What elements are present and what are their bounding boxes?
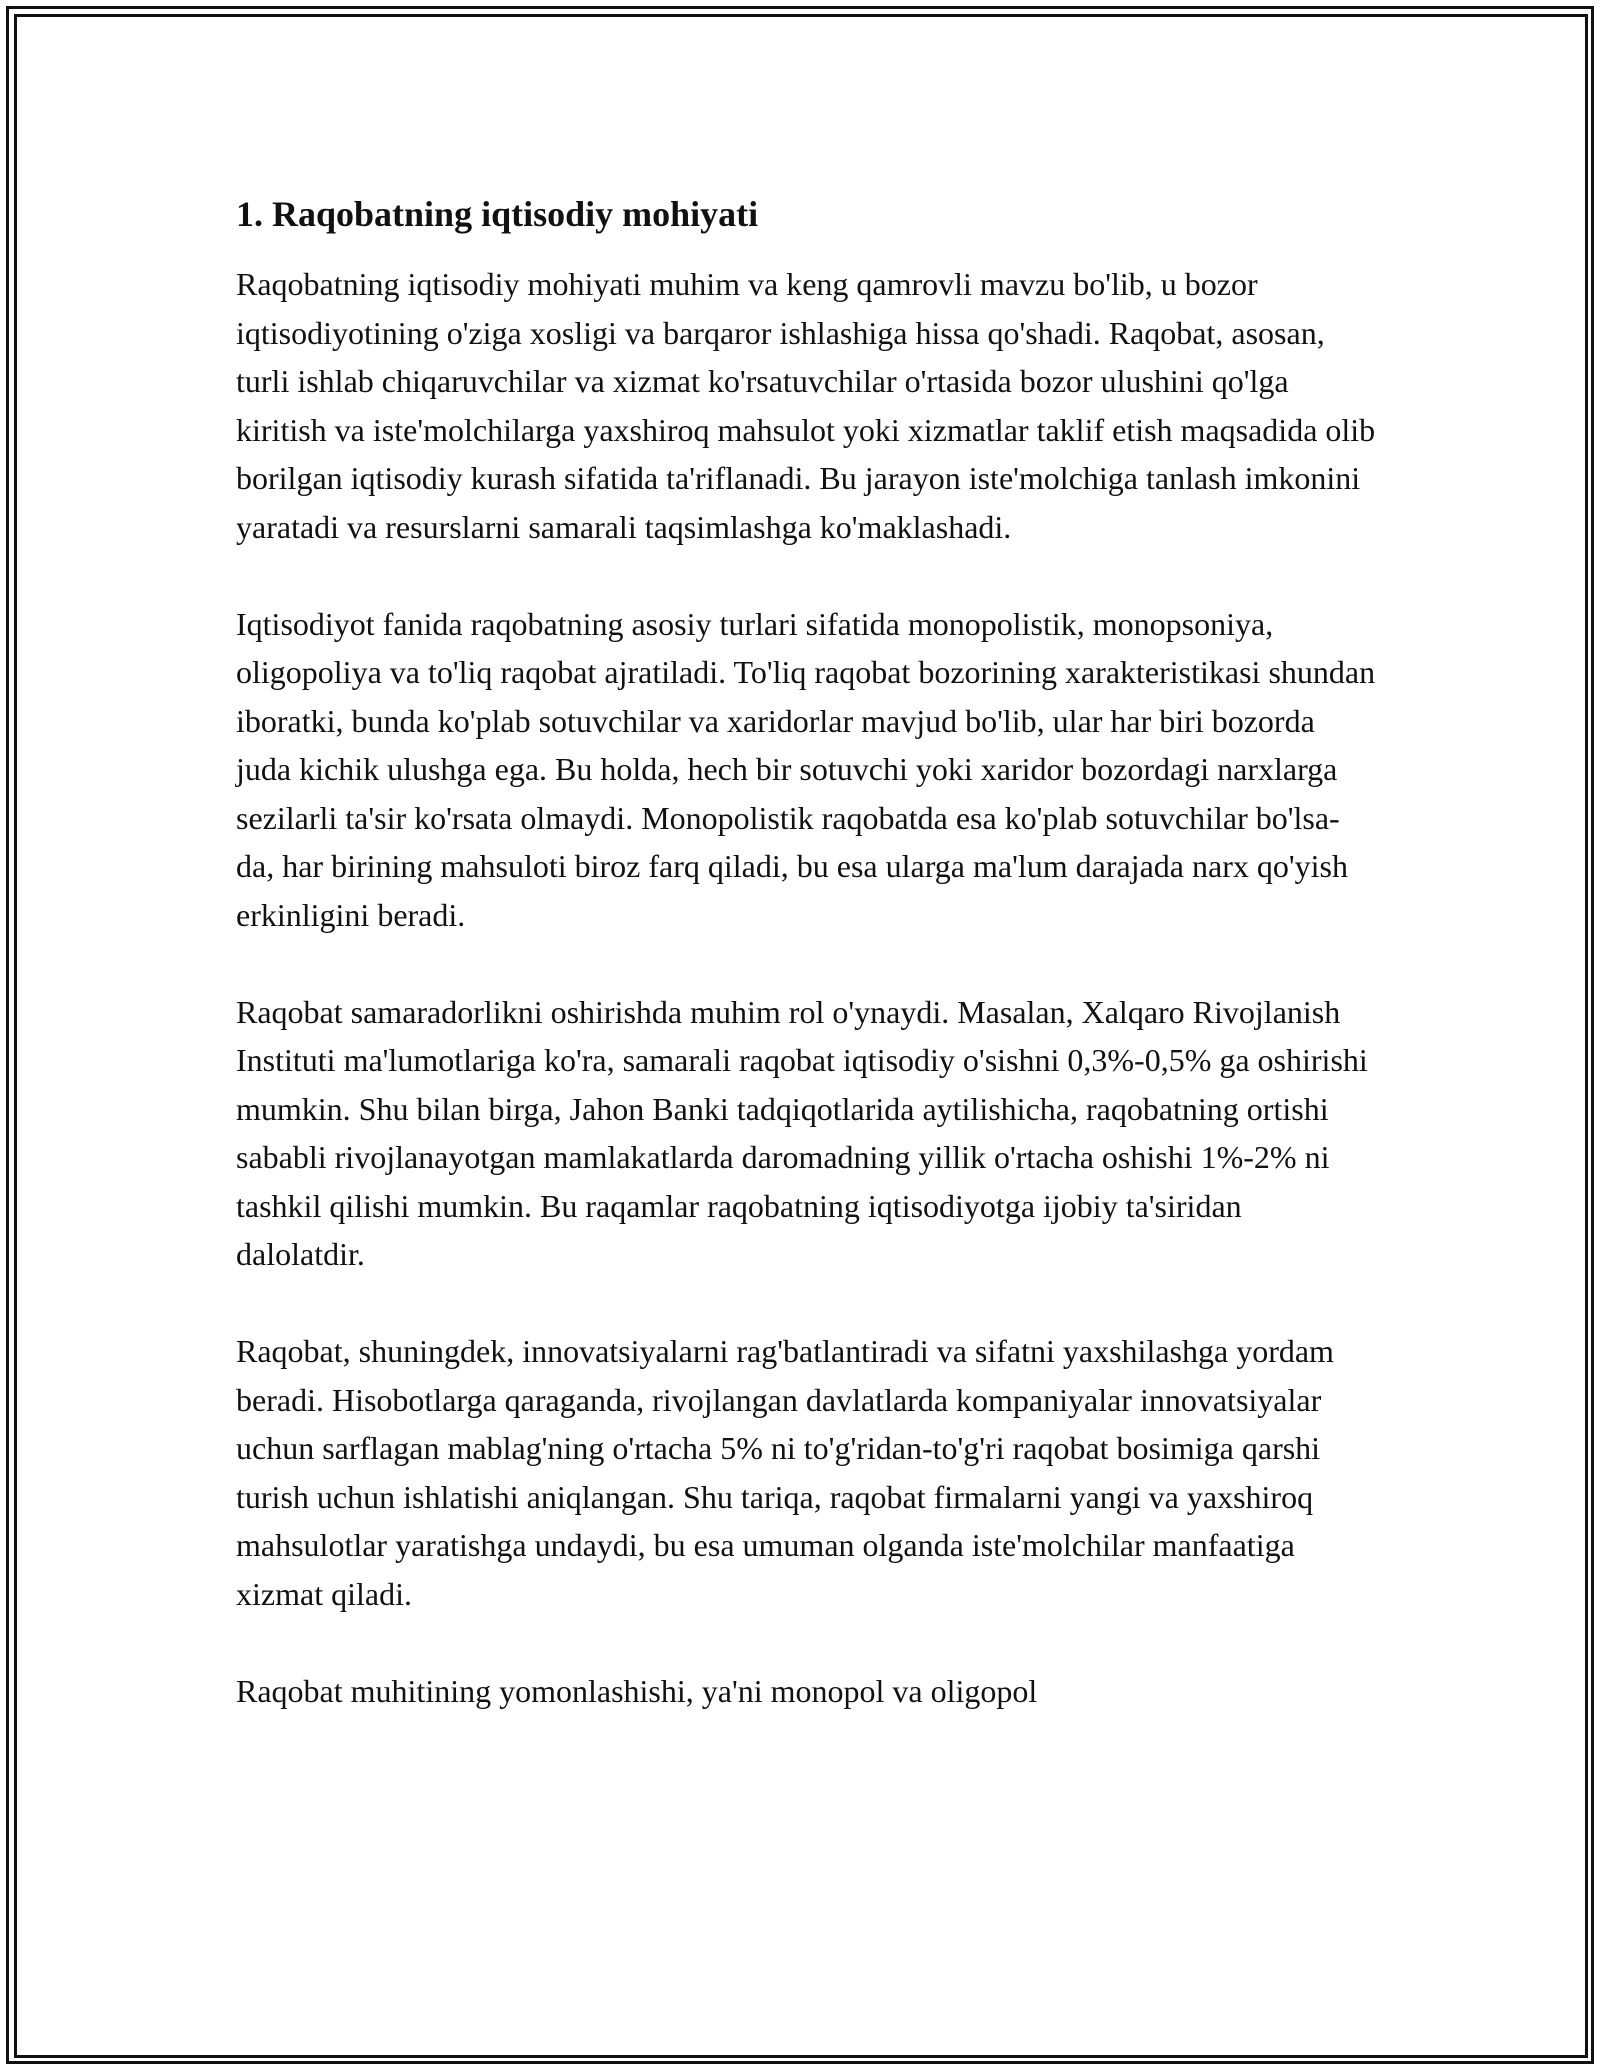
section-heading: 1. Raqobatning iqtisodiy mohiyati xyxy=(236,194,759,234)
paragraph-3: Raqobat samaradorlikni oshirishda muhim rol o'ynaydi. Masalan, Xalqaro Rivojlanish Instituti ma'lumotlariga ko'ra, samarali raqobat iqtisodiy o'sishni 0,3%-0,5% ga oshirishi mumkin. Shu bilan birga, Jahon Banki tadqiqotlarida aytilishicha, raqobatning ortishi sababli rivojlanayotgan mamlakatlarda daromadning yillik o'rtacha oshishi 1%-2% ni tashkil qilishi mumkin. Bu raqamlar raqobatning iqtisodiyotga ijobiy ta'siridan dalolatdir. xyxy=(236,993,1368,1272)
paragraph-4: Raqobat, shuningdek, innovatsiyalarni rag'batlantiradi va sifatni yaxshilashga yordam beradi. Hisobotlarga qaraganda, rivojlangan davlatlarda kompaniyalar innovatsiyalar uchun sarflagan mablag'ning o'rtacha 5% ni to'g'ridan-to'g'ri raqobat bosimiga qarshi turish uchun ishlatishi aniqlangan. Shu tariqa, raqobat firmalarni yangi va yaxshiroq mahsulotlar yaratishga undaydi, bu esa umuman olganda iste'molchilar manfaatiga xizmat qiladi. xyxy=(236,1333,1334,1612)
paragraph-2: Iqtisodiyot fanida raqobatning asosiy turlari sifatida monopolistik, monopsoniya, oligopoliya va to'liq raqobat ajratiladi. To'liq raqobat bozorining xarakteristikasi shundan iboratki, bunda ko'plab sotuvchilar va xaridorlar mavjud bo'lib, ular har biri bozorda juda kichik ulushga ega. Bu holda, hech bir sotuvchi yoki xaridor bozordagi narxlarga sezilarli ta'sir ko'rsata olmaydi. Monopolistik raqobatda esa ko'plab sotuvchilar bo'lsa-da, har birining mahsuloti biroz farq qiladi, bu esa ularga ma'lum darajada narx qo'yish erkinligini beradi. xyxy=(236,605,1376,933)
paragraph-1: Raqobatning iqtisodiy mohiyati muhim va keng qamrovli mavzu bo'lib, u bozor iqtisodiyotining o'ziga xosligi va barqaror ishlashiga hissa qo'shadi. Raqobat, asosan, turli ishlab chiqaruvchilar va xizmat ko'rsatuvchilar o'rtasida bozor ulushini qo'lga kiritish va iste'molchilarga yaxshiroq mahsulot yoki xizmatlar taklif etish maqsadida olib borilgan iqtisodiy kurash sifatida ta'riflanadi. Bu jarayon iste'molchiga tanlash imkonini yaratadi va resurslarni samarali taqsimlashga ko'maklashadi. xyxy=(236,266,1376,545)
document-body xyxy=(236,186,1376,1715)
paragraph-5: Raqobat muhitining yomonlashishi, ya'ni monopol va oligopol xyxy=(236,1672,1038,1709)
